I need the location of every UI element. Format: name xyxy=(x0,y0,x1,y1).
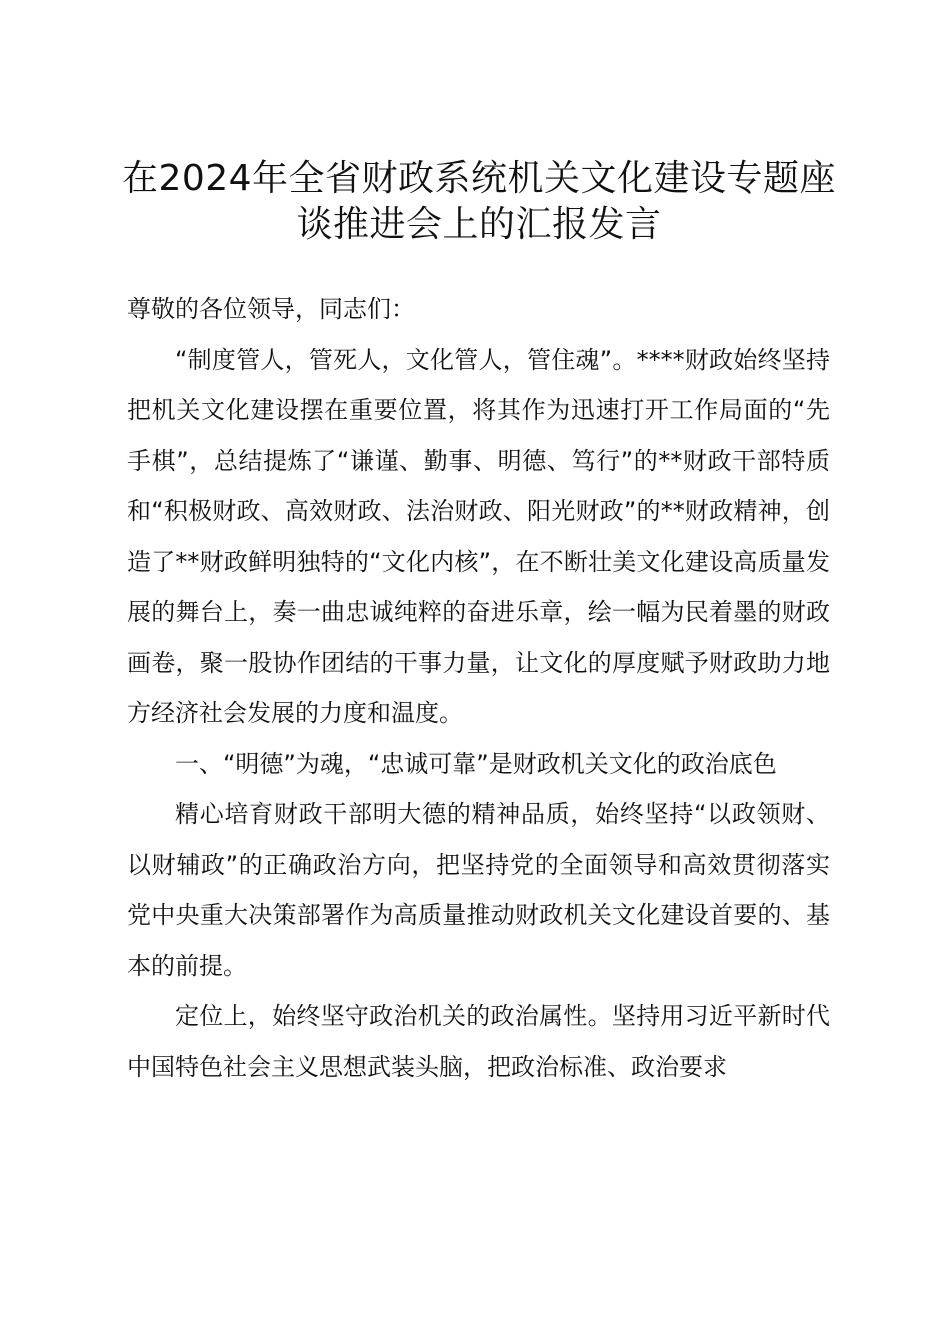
paragraph-section-1: 精心培育财政干部明大德的精神品质，始终坚持“以政领财、以财辅政”的正确政治方向，把坚持党的全面领导和高效贯彻落实党中央重大决策部署作为高质量推动财政机关文化建设首要的、基本的前提。 xyxy=(127,800,830,980)
document-body xyxy=(127,284,830,1092)
salutation: 尊敬的各位领导，同志们： xyxy=(127,295,415,323)
title-line-1: 在2024年全省财政系统机关文化建设专题座 xyxy=(121,158,837,199)
paragraph-intro: “制度管人，管死人，文化管人，管住魂”。****财政始终坚持把机关文化建设摆在重要位置，将其作为迅速打开工作局面的“先手棋”，总结提炼了“谦谨、勤事、明德、笃行”的**财政干部特质和“积极财政、高效财政、法治财政、阳光财政”的**财政精神，创造了**财政鲜明独特的“文化内核”，在不断壮美文化建设高质量发展的舞台上，奏一曲忠诚纯粹的奋进乐章，绘一幅为民着墨的财政画卷，聚一股协作团结的干事力量，让文化的厚度赋予财政助力地方经济社会发展的力度和温度。 xyxy=(127,345,830,727)
paragraph-positioning: 定位上，始终坚守政治机关的政治属性。坚持用习近平新时代中国特色社会主义思想武装头脑，把政治标准、政治要求 xyxy=(127,1002,830,1081)
document-title xyxy=(118,156,840,248)
title-line-2: 谈推进会上的汇报发言 xyxy=(296,204,662,245)
section-heading-1: 一、“明德”为魂，“忠诚可靠”是财政机关文化的政治底色 xyxy=(175,749,777,778)
